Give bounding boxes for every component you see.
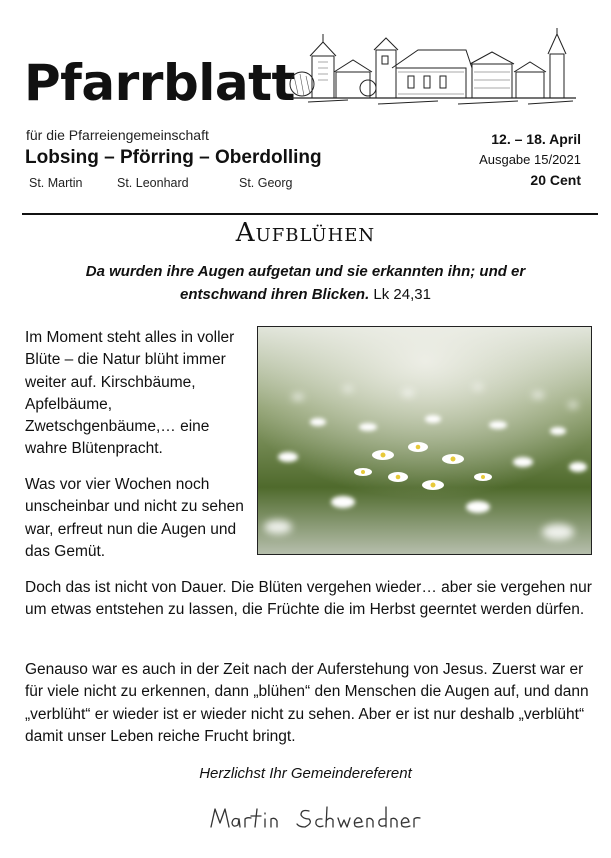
- newsletter-title: Pfarrblatt: [24, 54, 295, 112]
- paragraph-3: Doch das ist nicht von Dauer. Die Blüten vergehen wieder… aber sie vergehen nur um etwas entstehen zu lassen, die Früchte die im Herbst geerntet werden dürfen.: [25, 579, 592, 619]
- daisy-meadow-image: [258, 327, 592, 555]
- saint-label-martin: St. Martin: [29, 176, 83, 190]
- paragraph-1: Im Moment steht alles in voller Blüte – die Natur blüht immer weiter auf. Kirschbäume, Apfelbäume, Zwetschgenbäume,… eine wahre Blütenpracht.: [25, 329, 235, 458]
- quote-reference: Lk 24,31: [373, 286, 431, 303]
- issue-date: 12. – 18. April: [491, 131, 581, 147]
- paragraph-4: Genauso war es auch in der Zeit nach der Auferstehung von Jesus. Zuerst war er für viele nicht zu erkennen, dann „blühen“ den Menschen die Augen auf, und dann „verblüht“ er wieder ist er wieder nicht zu sehen. Aber er ist nur deshalb „verblüht“ damit unser Leben reiche Frucht bringt.: [25, 661, 589, 745]
- daisy-meadow-photo: [257, 326, 592, 555]
- newsletter-subtitle: für die Pfarreiengemeinschaft: [26, 127, 209, 143]
- header-divider: [22, 213, 598, 215]
- saint-label-georg: St. Georg: [239, 176, 293, 190]
- signoff-line: Herzlichst Ihr Gemeindereferent: [199, 765, 412, 782]
- quote-line-1: Da wurden ihre Augen aufgetan und sie erkannten ihn; und er: [85, 263, 526, 280]
- church-sketch-illustration: [288, 28, 578, 108]
- issue-number: Ausgabe 15/2021: [479, 152, 581, 167]
- paragraph-2: Was vor vier Wochen noch unscheinbar und nicht zu sehen war, erfreut nun die Augen und das Gemüt.: [25, 476, 244, 560]
- handwritten-signature: [205, 797, 445, 837]
- saint-label-leonhard: St. Leonhard: [117, 176, 189, 190]
- bible-quote: [40, 260, 571, 306]
- quote-line-2: entschwand ihren Blicken.: [180, 286, 370, 303]
- issue-price: 20 Cent: [530, 172, 581, 188]
- parish-names: Lobsing – Pförring – Oberdolling: [25, 147, 322, 168]
- article-headline: Aufblühen: [235, 218, 376, 248]
